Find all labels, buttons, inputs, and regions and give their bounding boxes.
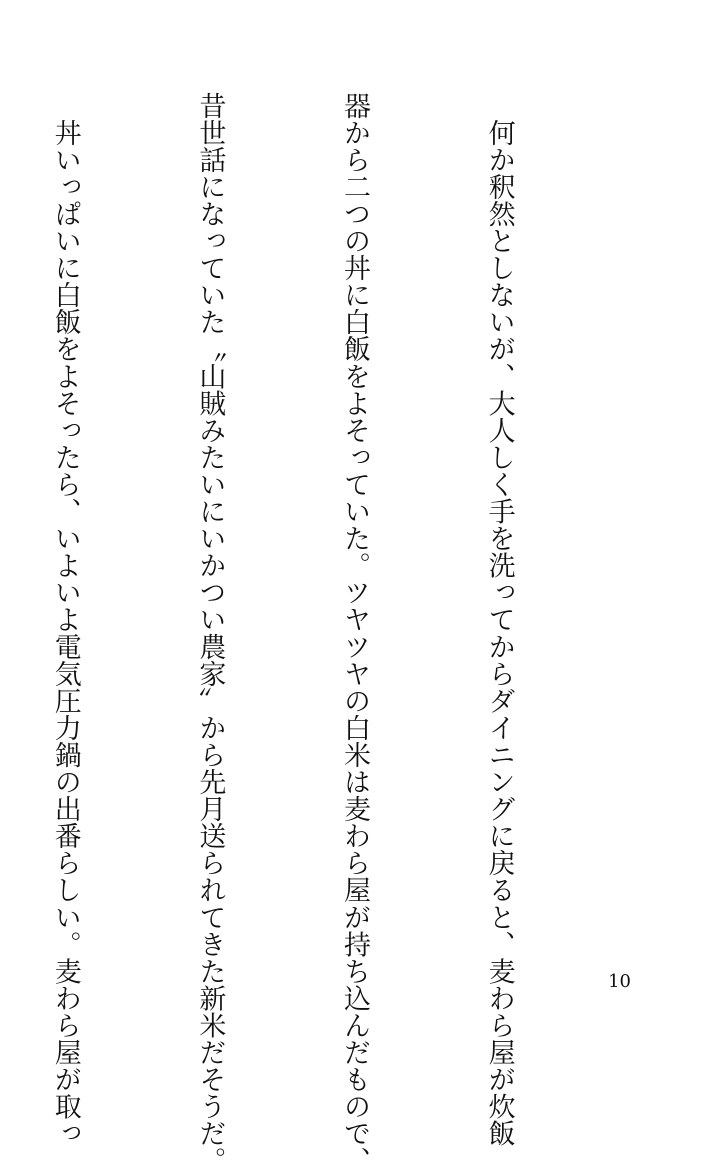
page-number: 10 <box>608 971 631 992</box>
text-line: 何か釈然としないが、大人しく手を洗ってからダイニングに戻ると、麦わら屋が炊飯 <box>483 92 515 1147</box>
vertical-text-body <box>0 92 619 1174</box>
text-line: 器から二つの丼に白飯をよそっていた。ツヤツヤの白米は麦わら屋が持ち込んだもので、 <box>338 92 370 1174</box>
text-line: 丼いっぱいに白飯をよそったら、いよいよ電気圧力鍋の出番らしい。麦わら屋が取っ <box>49 92 81 1147</box>
text-line: 昔世話になっていた〝山賊みたいにいかつい農家〟から先月送られてきた新米だそうだ。 <box>194 92 226 1174</box>
